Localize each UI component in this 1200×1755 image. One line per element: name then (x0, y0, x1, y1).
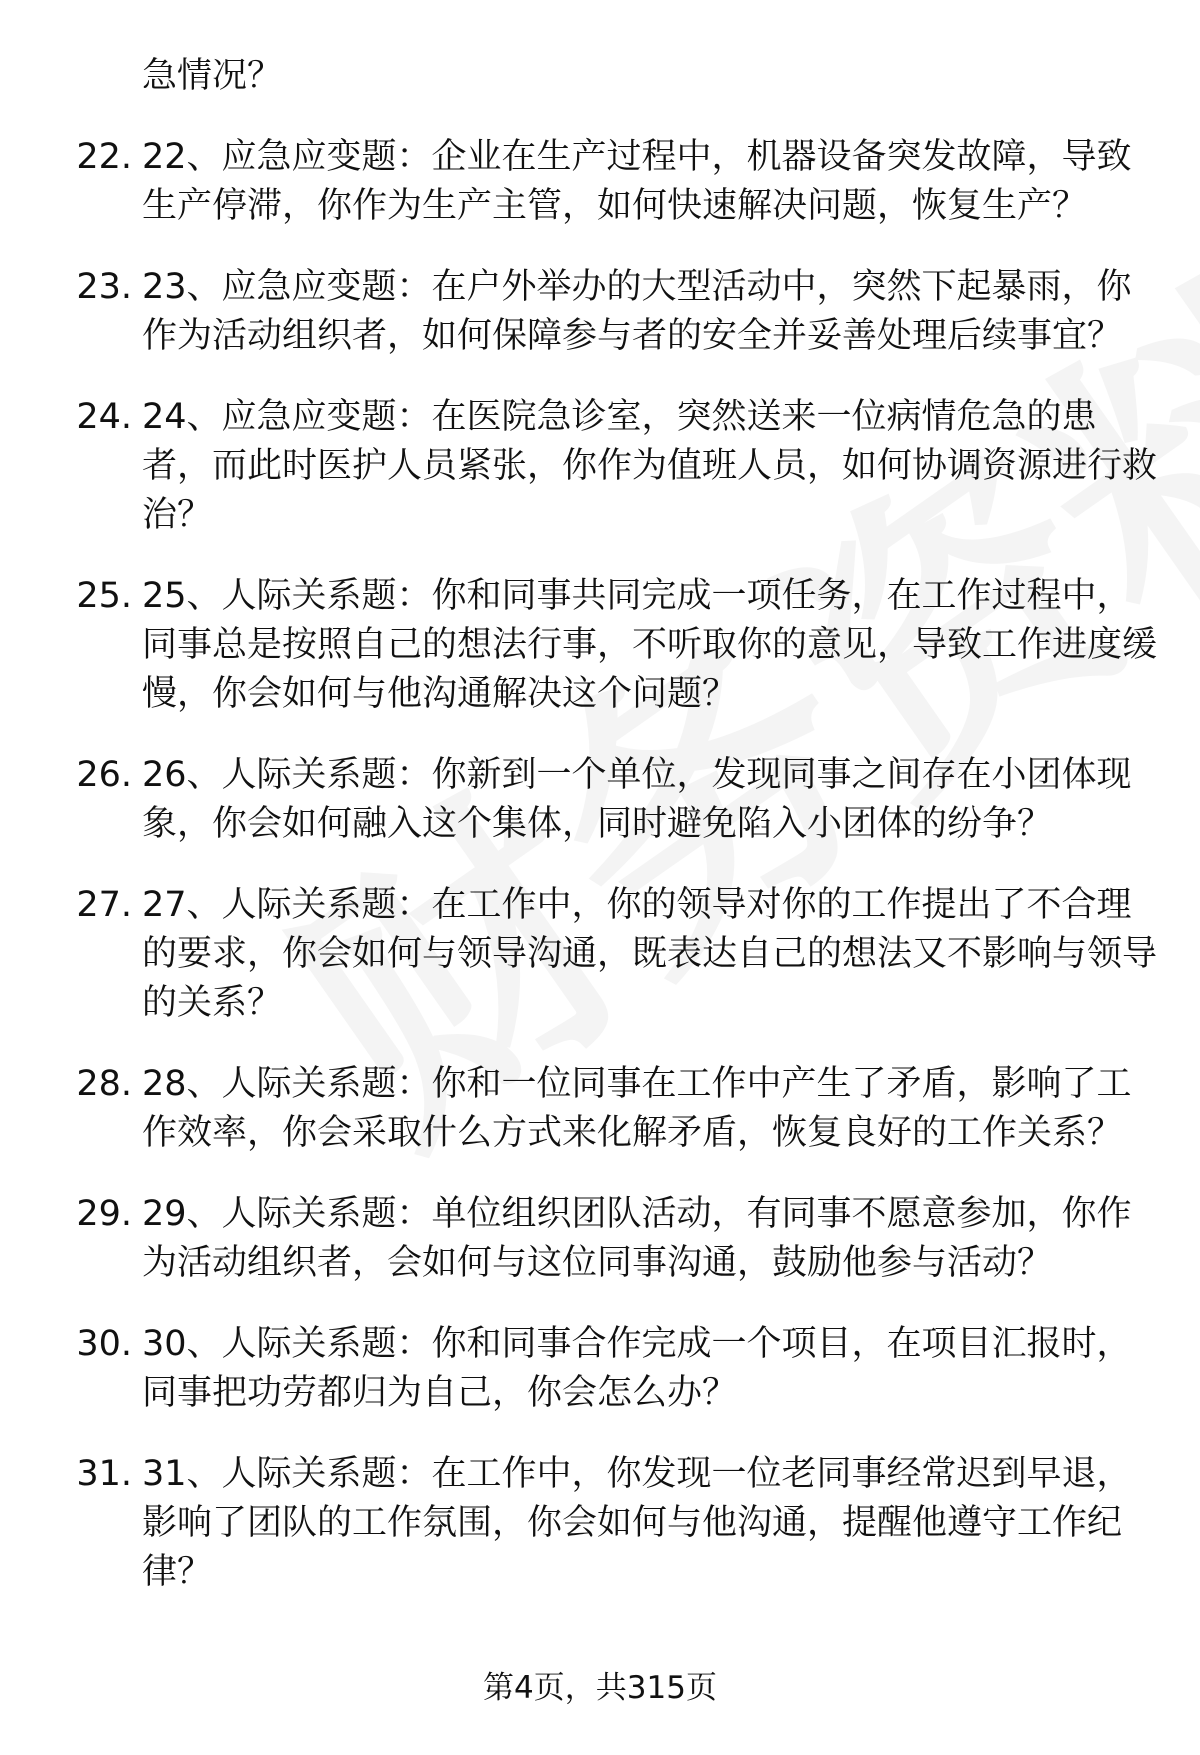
item-number: 23. (76, 267, 132, 307)
item-number: 30. (76, 1324, 132, 1364)
item-number: 25. (76, 576, 132, 616)
item-text: 28、人际关系题：你和一位同事在工作中产生了矛盾，影响了工作效率，你会采取什么方式来化解矛盾，恢复良好的工作关系？ (142, 1064, 1132, 1153)
item-number: 27. (76, 885, 132, 925)
item-number: 28. (76, 1064, 132, 1104)
list-item (0, 1450, 1200, 1597)
item-text: 29、人际关系题：单位组织团队活动，有同事不愿意参加，你作为活动组织者，会如何与这位同事沟通，鼓励他参与活动？ (142, 1194, 1132, 1283)
item-text: 25、人际关系题：你和同事共同完成一项任务，在工作过程中，同事总是按照自己的想法行事，不听取你的意见，导致工作进度缓慢，你会如何与他沟通解决这个问题？ (142, 576, 1158, 714)
question-list (0, 52, 1200, 1629)
list-item (0, 133, 1200, 231)
list-item (0, 1320, 1200, 1418)
item-text: 27、人际关系题：在工作中，你的领导对你的工作提出了不合理的要求，你会如何与领导沟通，既表达自己的想法又不影响与领导的关系？ (142, 885, 1158, 1023)
list-item (0, 572, 1200, 719)
item-number: 29. (76, 1194, 132, 1234)
item-text: 24、应急应变题：在医院急诊室，突然送来一位病情危急的患者，而此时医护人员紧张，你作为值班人员，如何协调资源进行救治？ (142, 397, 1158, 535)
list-item (0, 881, 1200, 1028)
list-item (0, 1190, 1200, 1288)
page-footer: 第4页，共315页 (483, 1670, 717, 1706)
item-text: 22、应急应变题：企业在生产过程中，机器设备突发故障，导致生产停滞，你作为生产主管，如何快速解决问题，恢复生产？ (142, 137, 1132, 226)
list-item (0, 1060, 1200, 1158)
list-item (0, 263, 1200, 361)
list-item (0, 393, 1200, 540)
list-item (0, 751, 1200, 849)
item-text: 31、人际关系题：在工作中，你发现一位老同事经常迟到早退，影响了团队的工作氛围，你会如何与他沟通，提醒他遵守工作纪律？ (142, 1454, 1132, 1592)
item-text: 30、人际关系题：你和同事合作完成一个项目，在项目汇报时，同事把功劳都归为自己，你会怎么办？ (142, 1324, 1132, 1413)
continuation-text: 急情况？ (142, 56, 283, 96)
item-number: 26. (76, 755, 132, 795)
item-number: 31. (76, 1454, 132, 1494)
item-text: 23、应急应变题：在户外举办的大型活动中，突然下起暴雨，你作为活动组织者，如何保障参与者的安全并妥善处理后续事宜？ (142, 267, 1132, 356)
item-number: 24. (76, 397, 132, 437)
item-number: 22. (76, 137, 132, 177)
item-text: 26、人际关系题：你新到一个单位，发现同事之间存在小团体现象，你会如何融入这个集体，同时避免陷入小团体的纷争？ (142, 755, 1132, 844)
